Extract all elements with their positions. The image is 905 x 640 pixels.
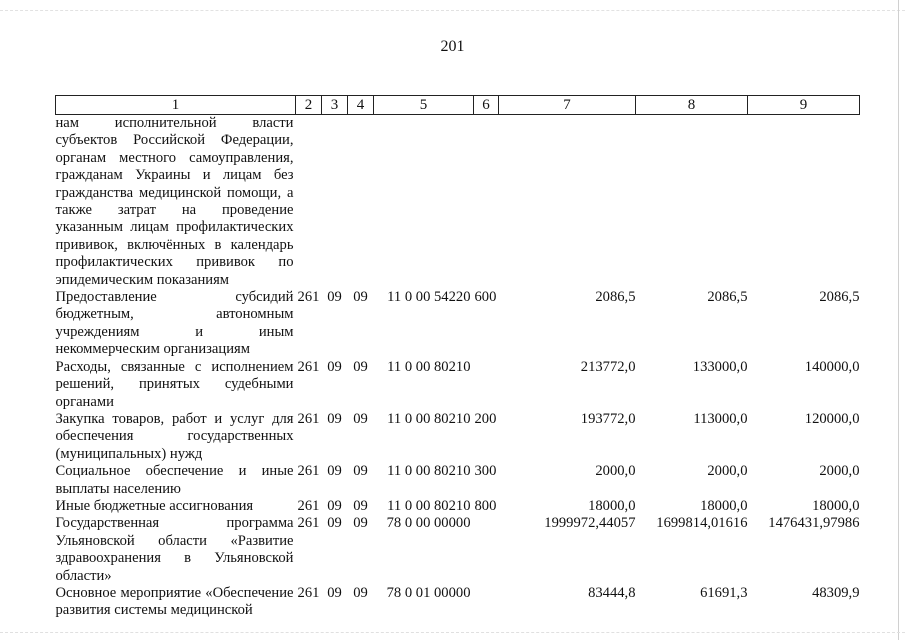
row-target-article: 78 0 00 00000	[386, 515, 471, 532]
row-amount-col9: 1476431,97986	[768, 515, 860, 532]
row-amount-col8: 2086,5	[707, 289, 748, 306]
row-amount-col8: 61691,3	[700, 584, 748, 601]
header-col-3: 3	[322, 96, 348, 115]
table-row	[56, 289, 860, 359]
page-number: 201	[440, 38, 465, 55]
row-amount-col7: 1999972,44057	[544, 515, 636, 532]
row-subsection-code: 09	[353, 497, 368, 514]
row-section-code: 09	[327, 584, 342, 601]
row-amount-col7: 2086,5	[595, 289, 636, 306]
row-target-article: 11 0 00 54220	[387, 289, 471, 306]
row-description: Основное мероприятие «Обеспечение развития системы медицинской	[55, 584, 294, 619]
row-expense-type	[474, 585, 499, 620]
row-target-article: 11 0 00 80210	[387, 358, 471, 375]
row-target-article: 78 0 01 00000	[386, 584, 471, 601]
header-col-8: 8	[636, 96, 748, 115]
row-amount-col9: 2000,0	[819, 463, 860, 480]
table-row	[56, 411, 860, 463]
row-expense-type: 800	[474, 497, 497, 514]
row-amount-col9: 2086,5	[819, 289, 860, 306]
header-col-5: 5	[374, 96, 474, 115]
row-target-article: 11 0 00 80210	[387, 410, 471, 427]
row-subsection-code: 09	[353, 289, 368, 306]
row-ministry-code: 261	[297, 515, 320, 532]
row-subsection-code: 09	[353, 515, 368, 532]
row-section-code: 09	[327, 463, 342, 480]
row-amount-col9: 18000,0	[812, 497, 860, 514]
row-section-code: 09	[327, 289, 342, 306]
row-ministry-code: 261	[297, 358, 320, 375]
row-expense-type	[474, 115, 499, 290]
page-top-edge	[0, 0, 905, 11]
row-target-article: 11 0 00 80210	[387, 463, 471, 480]
page-right-edge	[898, 0, 899, 640]
row-amount-col8: 18000,0	[700, 497, 748, 514]
header-col-2: 2	[296, 96, 322, 115]
row-amount-col7: 193772,0	[580, 410, 636, 427]
row-section-code: 09	[327, 515, 342, 532]
row-amount-col7: 213772,0	[580, 358, 636, 375]
row-expense-type: 300	[474, 463, 497, 480]
row-amount-col9	[748, 115, 860, 290]
table-row	[56, 463, 860, 498]
row-amount-col8: 2000,0	[707, 463, 748, 480]
table-row	[56, 515, 860, 585]
row-amount-col7	[499, 115, 636, 290]
row-target-article	[374, 115, 474, 290]
header-col-4: 4	[348, 96, 374, 115]
row-description: Предоставление субсидий бюджетным, автономным учреждениям и иным некоммерческим организациям	[55, 289, 294, 358]
row-section-code	[322, 115, 348, 290]
row-ministry-code: 261	[297, 289, 320, 306]
row-ministry-code: 261	[297, 584, 320, 601]
row-description: Расходы, связанные с исполнением решений, принятых судебными органами	[55, 358, 294, 410]
row-description: Закупка товаров, работ и услуг для обеспечения государственных (муниципальных) нужд	[55, 410, 294, 462]
row-amount-col7: 2000,0	[595, 463, 636, 480]
row-subsection-code: 09	[353, 410, 368, 427]
table-row	[56, 359, 860, 411]
row-amount-col9: 140000,0	[804, 358, 860, 375]
row-target-article: 11 0 00 80210	[387, 497, 471, 514]
row-ministry-code	[296, 115, 322, 290]
header-col-6: 6	[474, 96, 499, 115]
row-ministry-code: 261	[297, 463, 320, 480]
row-amount-col8: 133000,0	[692, 358, 748, 375]
row-description: Государственная программа Ульяновской области «Развитие здравоохранения в Ульяновской области»	[55, 515, 294, 584]
row-subsection-code	[348, 115, 374, 290]
table-header-row	[56, 96, 860, 115]
row-ministry-code: 261	[297, 497, 320, 514]
row-description: Иные бюджетные ассигнования	[55, 497, 254, 514]
row-amount-col8: 113000,0	[693, 410, 748, 427]
row-amount-col9: 48309,9	[812, 584, 860, 601]
row-ministry-code: 261	[297, 410, 320, 427]
table-row	[56, 585, 860, 620]
row-expense-type: 200	[474, 410, 497, 427]
header-col-9: 9	[748, 96, 860, 115]
budget-table	[55, 95, 860, 620]
row-section-code: 09	[327, 410, 342, 427]
row-section-code: 09	[327, 497, 342, 514]
row-subsection-code: 09	[353, 358, 368, 375]
row-amount-col8	[636, 115, 748, 290]
table-row	[56, 498, 860, 515]
row-description: нам исполнительной власти субъектов Российской Федерации, органам местного самоуправления, гражданам Украины и лицам без гражданства медицинской помощи, а также затрат на проведение указанным лицам профилактических прививок, включённых в календарь профилактических прививок по эпидемическим показаниям	[55, 115, 294, 288]
row-expense-type	[474, 515, 499, 585]
row-amount-col7: 18000,0	[588, 497, 636, 514]
row-amount-col7: 83444,8	[588, 584, 636, 601]
table-row	[56, 115, 860, 290]
header-col-1: 1	[56, 96, 296, 115]
row-subsection-code: 09	[353, 463, 368, 480]
header-col-7: 7	[499, 96, 636, 115]
page-bottom-edge	[0, 632, 905, 634]
row-subsection-code: 09	[353, 584, 368, 601]
row-expense-type	[474, 359, 499, 411]
row-description: Социальное обеспечение и иные выплаты населению	[55, 463, 294, 497]
row-amount-col8: 1699814,01616	[656, 515, 748, 532]
row-section-code: 09	[327, 358, 342, 375]
row-amount-col9: 120000,0	[804, 410, 860, 427]
row-expense-type: 600	[474, 289, 497, 306]
